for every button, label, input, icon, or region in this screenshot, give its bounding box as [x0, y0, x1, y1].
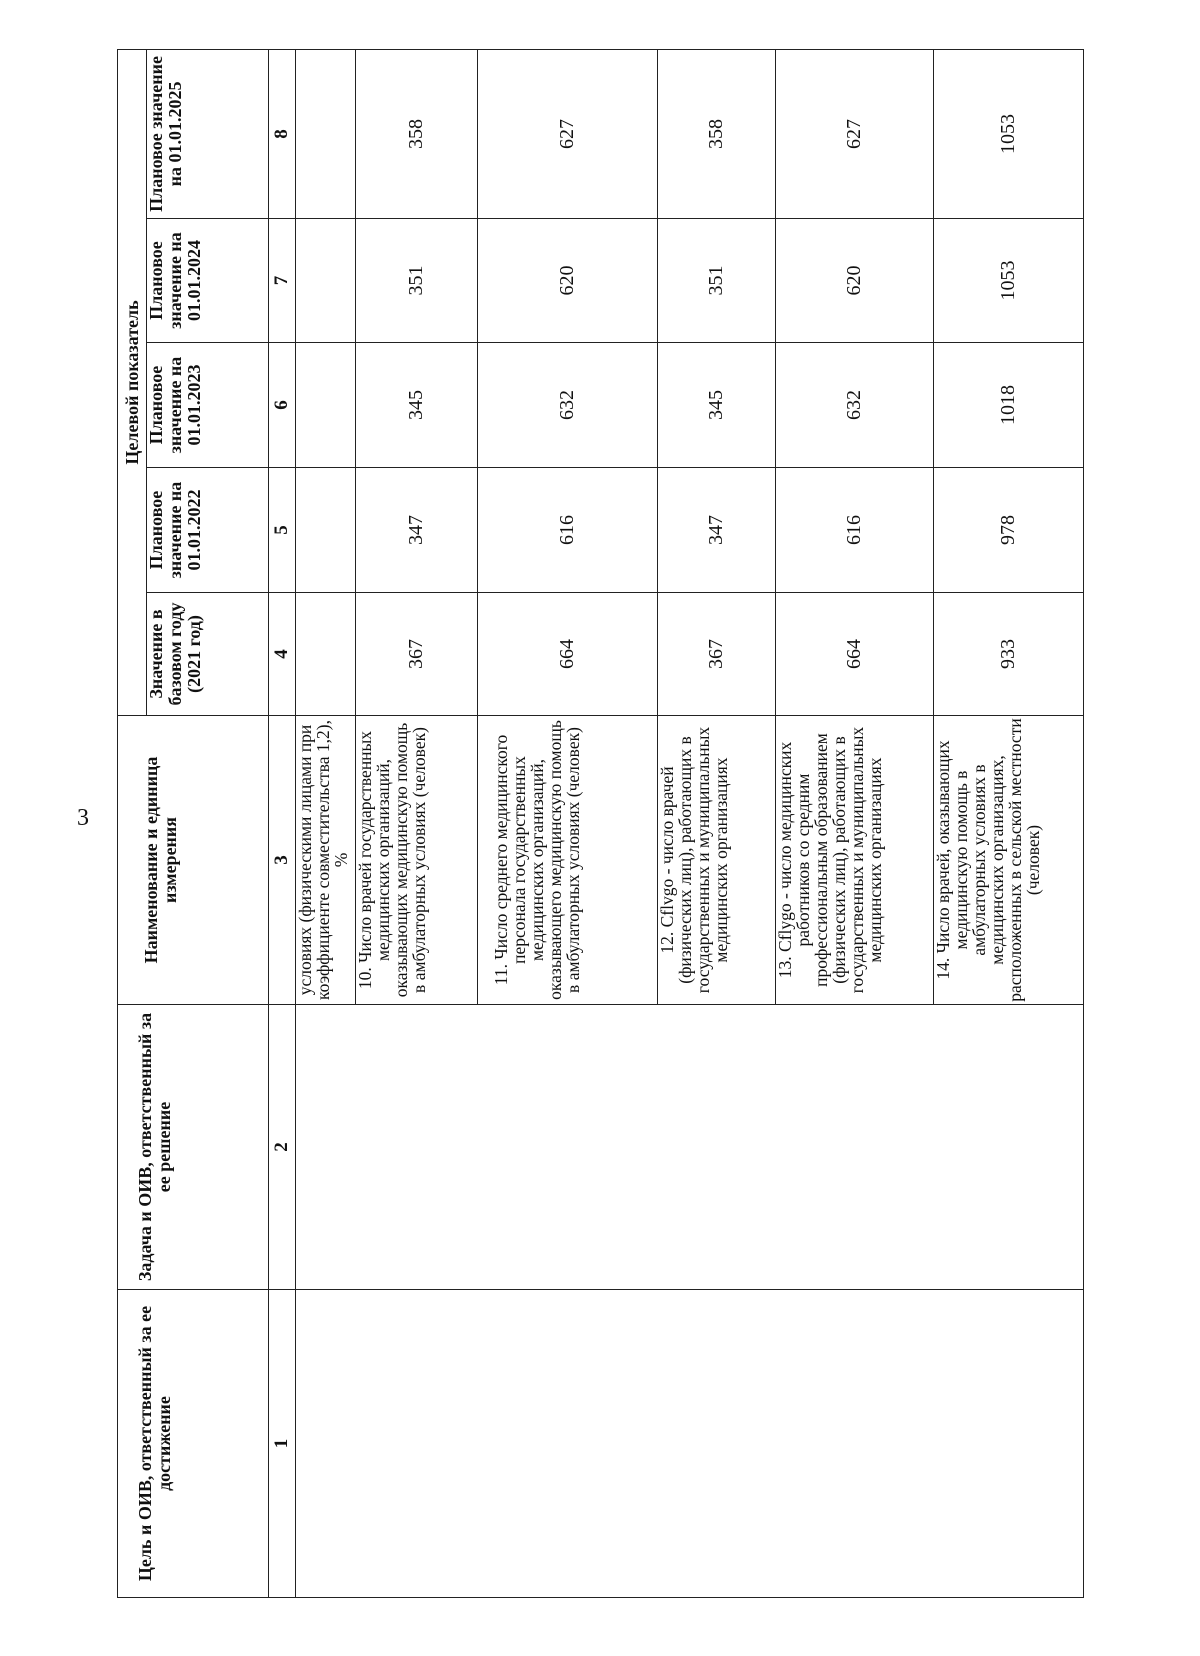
value-2022: 616 [478, 468, 658, 593]
header-goal: Цель и ОИВ, ответственный за ее достижение [118, 1290, 269, 1598]
header-plan-2025: Плановое значение на 01.01.2025 [147, 49, 269, 218]
header-plan-2024: Плановое значение на 01.01.2024 [147, 219, 269, 343]
value-2024: 351 [658, 219, 776, 343]
indicator-name: 10. Число врачей государственных медицинских организаций, оказывающих медицинскую помощь в амбулаторных условиях (человек) [356, 716, 478, 1005]
value-2022: 616 [776, 468, 934, 593]
value-base: 367 [658, 593, 776, 716]
value-2023: 345 [356, 343, 478, 468]
value-base: 933 [934, 593, 1084, 716]
column-number: 4 [269, 593, 296, 716]
indicator-name: условиях (физическими лицами при коэффициенте совместительства 1,2), % [296, 716, 356, 1005]
header-plan-2022: Плановое значение на 01.01.2022 [147, 468, 269, 593]
goal-cell [296, 1290, 1084, 1598]
page-number: 3 [77, 805, 89, 831]
task-cell [296, 1005, 1084, 1290]
value-base: 664 [776, 593, 934, 716]
column-number: 8 [269, 49, 296, 218]
value-2023: 345 [658, 343, 776, 468]
rotated-table-container [117, 50, 1119, 1598]
column-number: 6 [269, 343, 296, 468]
header-task: Задача и ОИВ, ответственный за ее решение [118, 1005, 269, 1290]
value-2024: 1053 [934, 219, 1084, 343]
indicator-name: 14. Число врачей, оказывающих медицинскую помощь в амбулаторных условиях в медицинских организациях, расположенных в сельской местности (человек) [934, 716, 1084, 1005]
indicator-name: 12. Cflvgo - число врачей (физических лиц), работающих в государственных и муниципальных медицинских организациях [658, 716, 776, 1005]
value-2022 [296, 468, 356, 593]
value-2025 [296, 49, 356, 218]
value-2025: 358 [356, 49, 478, 218]
value-2023: 632 [776, 343, 934, 468]
value-2024: 351 [356, 219, 478, 343]
header-base-year: Значение в базовом году (2021 год) [147, 593, 269, 716]
column-number: 5 [269, 468, 296, 593]
value-2025: 1053 [934, 49, 1084, 218]
header-plan-2023: Плановое значение на 01.01.2023 [147, 343, 269, 468]
value-2023 [296, 343, 356, 468]
value-base: 367 [356, 593, 478, 716]
value-2025: 627 [776, 49, 934, 218]
column-number: 3 [269, 716, 296, 1005]
indicator-name: 13. Cflygo - число медицинских работников со средним профессиональным образованием (физических лиц), работающих в государственных и муниципальных медицинских организациях [776, 716, 934, 1005]
value-2025: 627 [478, 49, 658, 218]
value-2024: 620 [478, 219, 658, 343]
value-base: 664 [478, 593, 658, 716]
value-2023: 1018 [934, 343, 1084, 468]
value-base [296, 593, 356, 716]
value-2022: 347 [356, 468, 478, 593]
value-2022: 347 [658, 468, 776, 593]
table-row [296, 49, 356, 1597]
column-number: 2 [269, 1005, 296, 1290]
value-2024 [296, 219, 356, 343]
indicator-name: 11. Число среднего медицинского персонала государственных медицинских организаций, оказывающего медицинскую помощь в амбулаторных условиях (человек) [478, 716, 658, 1005]
target-indicators-table [117, 49, 1084, 1598]
column-number: 7 [269, 219, 296, 343]
column-number-row [269, 49, 296, 1597]
header-target-indicator: Целевой показатель [118, 49, 147, 715]
value-2022: 978 [934, 468, 1084, 593]
column-number: 1 [269, 1290, 296, 1598]
value-2024: 620 [776, 219, 934, 343]
header-name-unit: Наименование и единица измерения [118, 716, 269, 1005]
value-2025: 358 [658, 49, 776, 218]
value-2023: 632 [478, 343, 658, 468]
